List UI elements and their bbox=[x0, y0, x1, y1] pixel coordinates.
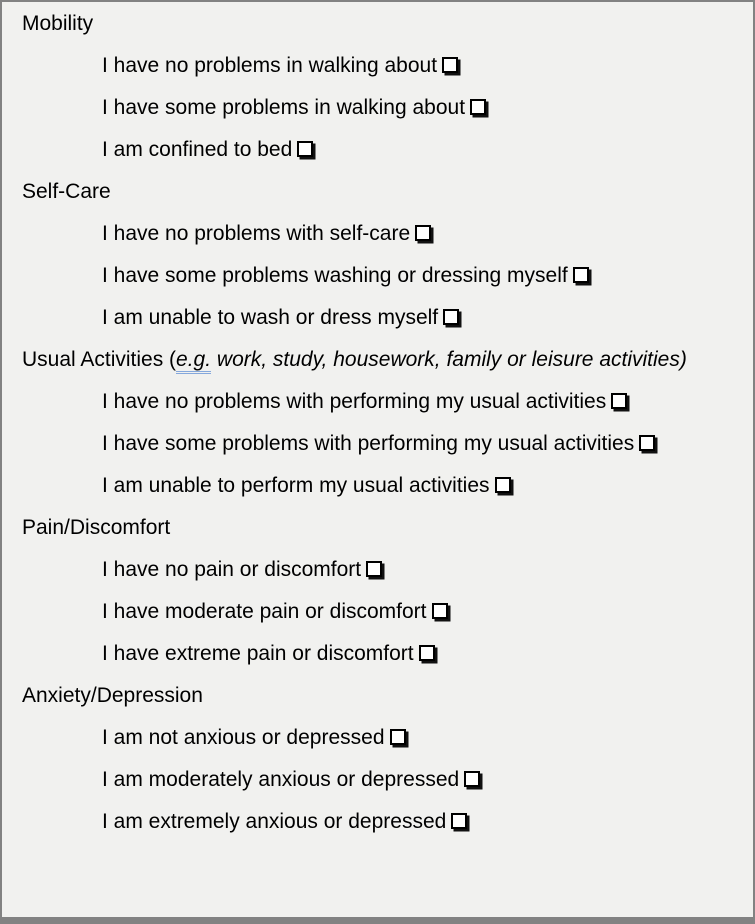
section-self-care bbox=[22, 177, 733, 332]
option-row bbox=[102, 261, 733, 290]
option-row bbox=[102, 429, 733, 458]
section-title: Anxiety/Depression bbox=[22, 684, 203, 707]
section-title-prefix: Usual Activities ( bbox=[22, 348, 177, 371]
option-row bbox=[102, 219, 733, 248]
option-label: I have no pain or discomfort bbox=[102, 558, 362, 581]
section-anxiety-depression bbox=[22, 681, 733, 836]
eg-link[interactable]: e.g. bbox=[176, 348, 211, 374]
option-row bbox=[102, 471, 733, 500]
option-row bbox=[102, 555, 733, 584]
checkbox-icon[interactable] bbox=[451, 813, 467, 829]
option-label: I am extremely anxious or depressed bbox=[102, 810, 447, 833]
checkbox-icon[interactable] bbox=[464, 771, 480, 787]
section-title: Self-Care bbox=[22, 180, 111, 203]
option-row bbox=[102, 639, 733, 668]
checkbox-icon[interactable] bbox=[495, 477, 511, 493]
checkbox-icon[interactable] bbox=[573, 267, 589, 283]
checkbox-icon[interactable] bbox=[366, 561, 382, 577]
option-row bbox=[102, 51, 733, 80]
option-label: I have no problems with performing my usual activities bbox=[102, 390, 607, 413]
checkbox-icon[interactable] bbox=[442, 57, 458, 73]
section-title: Pain/Discomfort bbox=[22, 516, 171, 539]
section-pain-discomfort bbox=[22, 513, 733, 668]
checkbox-icon[interactable] bbox=[390, 729, 406, 745]
option-label: I am unable to wash or dress myself bbox=[102, 306, 439, 329]
checkbox-icon[interactable] bbox=[432, 603, 448, 619]
option-row bbox=[102, 387, 733, 416]
section-mobility bbox=[22, 9, 733, 164]
option-label: I am unable to perform my usual activities bbox=[102, 474, 490, 497]
option-row bbox=[102, 135, 733, 164]
checkbox-icon[interactable] bbox=[639, 435, 655, 451]
option-label: I have some problems washing or dressing myself bbox=[102, 264, 568, 287]
option-row bbox=[102, 765, 733, 794]
option-row bbox=[102, 597, 733, 626]
option-label: I have moderate pain or discomfort bbox=[102, 600, 427, 623]
option-label: I have no problems in walking about bbox=[102, 54, 438, 77]
option-row bbox=[102, 93, 733, 122]
section-title-suffix: work, study, housework, family or leisure activities) bbox=[211, 348, 687, 371]
option-label: I have no problems with self-care bbox=[102, 222, 411, 245]
option-row bbox=[102, 807, 733, 836]
checkbox-icon[interactable] bbox=[470, 99, 486, 115]
option-label: I have some problems in walking about bbox=[102, 96, 466, 119]
checkbox-icon[interactable] bbox=[419, 645, 435, 661]
section-title bbox=[22, 345, 733, 374]
option-row bbox=[102, 303, 733, 332]
section-usual-activities bbox=[22, 345, 733, 500]
checkbox-icon[interactable] bbox=[443, 309, 459, 325]
checkbox-icon[interactable] bbox=[415, 225, 431, 241]
checkbox-icon[interactable] bbox=[297, 141, 313, 157]
option-label: I am confined to bed bbox=[102, 138, 293, 161]
option-label: I am not anxious or depressed bbox=[102, 726, 385, 749]
option-row bbox=[102, 723, 733, 752]
section-title: Mobility bbox=[22, 12, 94, 35]
option-label: I have some problems with performing my usual activities bbox=[102, 432, 635, 455]
checkbox-icon[interactable] bbox=[611, 393, 627, 409]
option-label: I am moderately anxious or depressed bbox=[102, 768, 460, 791]
option-label: I have extreme pain or discomfort bbox=[102, 642, 414, 665]
